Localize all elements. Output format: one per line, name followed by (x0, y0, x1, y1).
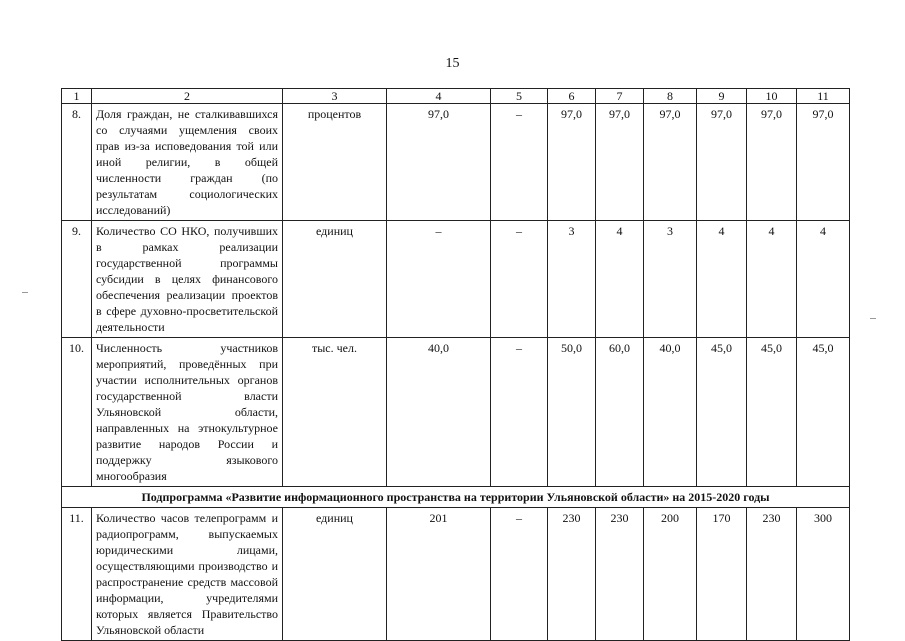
unit-cell: единиц (283, 221, 387, 338)
scan-speck (870, 318, 876, 319)
value-cell: 50,0 (548, 338, 596, 487)
subprogram-row (62, 487, 850, 508)
value-cell: 45,0 (747, 338, 797, 487)
scan-speck (22, 292, 28, 293)
value-cell: 300 (797, 508, 850, 641)
unit-cell: единиц (283, 508, 387, 641)
value-cell: 200 (644, 508, 697, 641)
column-header: 11 (797, 89, 850, 104)
value-cell: 45,0 (697, 338, 747, 487)
value-cell: 230 (596, 508, 644, 641)
column-header: 8 (644, 89, 697, 104)
unit-cell: процентов (283, 104, 387, 221)
value-cell: 3 (644, 221, 697, 338)
value-cell: 4 (797, 221, 850, 338)
value-cell: 60,0 (596, 338, 644, 487)
value-cell: 97,0 (596, 104, 644, 221)
unit-cell: тыс. чел. (283, 338, 387, 487)
table-row (62, 104, 850, 221)
value-cell: 4 (747, 221, 797, 338)
table-row (62, 221, 850, 338)
page-number: 15 (445, 56, 460, 71)
row-number: 9. (62, 221, 92, 338)
indicator-name: Количество часов телепрограмм и радиопрограмм, выпускаемых юридическими лицами, осуществляющими производство и распространение средств массовой информации, учредителями которых является Правительство Ульяновской области (92, 508, 283, 641)
value-cell: 170 (697, 508, 747, 641)
value-cell: – (387, 221, 491, 338)
table-header-row (62, 89, 850, 104)
row-number: 11. (62, 508, 92, 641)
column-header: 9 (697, 89, 747, 104)
value-cell: 97,0 (797, 104, 850, 221)
value-cell: 40,0 (644, 338, 697, 487)
column-header: 7 (596, 89, 644, 104)
value-cell: 97,0 (697, 104, 747, 221)
subprogram-title: Подпрограмма «Развитие информационного пространства на территории Ульяновской области» на 2015-2020 годы (62, 487, 850, 508)
value-cell: 97,0 (644, 104, 697, 221)
value-cell: – (491, 508, 548, 641)
value-cell: 3 (548, 221, 596, 338)
value-cell: 230 (548, 508, 596, 641)
value-cell: – (491, 338, 548, 487)
value-cell: 97,0 (387, 104, 491, 221)
indicator-name: Доля граждан, не сталкивавшихся со случаями ущемления своих прав из-за исповедования той или иной религии, в общей численности граждан (по результатам социологических исследований) (92, 104, 283, 221)
row-number: 8. (62, 104, 92, 221)
value-cell: 4 (596, 221, 644, 338)
value-cell: – (491, 221, 548, 338)
column-header: 10 (747, 89, 797, 104)
table-row (62, 338, 850, 487)
value-cell: 97,0 (548, 104, 596, 221)
column-header: 6 (548, 89, 596, 104)
value-cell: 201 (387, 508, 491, 641)
table-row (62, 508, 850, 641)
value-cell: 4 (697, 221, 747, 338)
value-cell: – (491, 104, 548, 221)
row-number: 10. (62, 338, 92, 487)
column-header: 4 (387, 89, 491, 104)
column-header: 2 (92, 89, 283, 104)
value-cell: 230 (747, 508, 797, 641)
value-cell: 97,0 (747, 104, 797, 221)
indicators-table (61, 88, 850, 641)
column-header: 5 (491, 89, 548, 104)
indicator-name: Количество СО НКО, получивших в рамках реализации государственной программы субсидии в целях финансового обеспечения реализации проектов в сфере духовно-просветительской деятельности (92, 221, 283, 338)
column-header: 1 (62, 89, 92, 104)
column-header: 3 (283, 89, 387, 104)
indicator-name: Численность участников мероприятий, проведённых при участии исполнительных органов государственной власти Ульяновской области, направленных на этнокультурное развитие народов России и поддержку языкового многообразия (92, 338, 283, 487)
value-cell: 45,0 (797, 338, 850, 487)
value-cell: 40,0 (387, 338, 491, 487)
